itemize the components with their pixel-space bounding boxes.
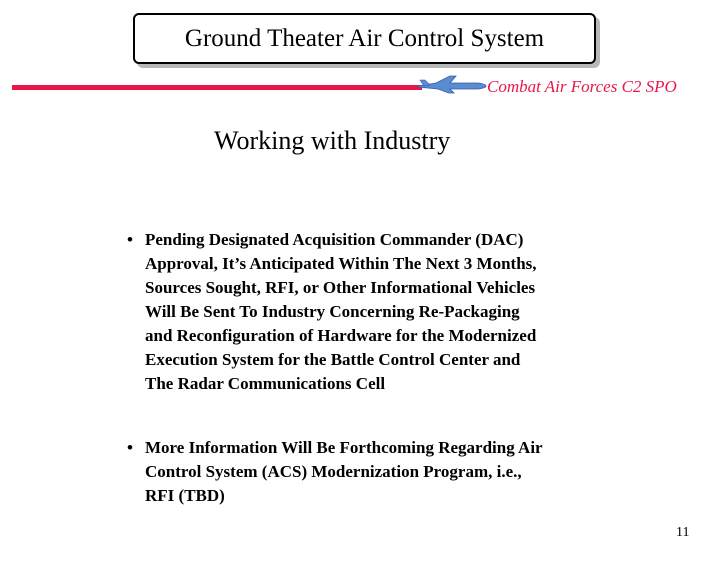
organization-label: Combat Air Forces C2 SPO — [487, 77, 677, 96]
slide-heading: Working with Industry — [214, 126, 451, 155]
bullet-item — [127, 436, 647, 508]
bullet-item — [127, 228, 647, 396]
header-title: Ground Theater Air Control System — [184, 24, 545, 52]
bullet-text: More Information Will Be Forthcoming Regarding Air Control System (ACS) Modernization Program, i.e., RFI (TBD) — [145, 438, 543, 505]
page-number: 11 — [676, 525, 690, 540]
jet-aircraft-icon — [416, 74, 488, 94]
bullet-dot-icon: • — [127, 438, 133, 457]
header-divider-line — [12, 85, 422, 90]
bullet-text: Pending Designated Acquisition Commander (DAC) Approval, It’s Anticipated Within The Next 3 Months, Sources Sought, RFI, or Other Informational Vehicles Will Be Sent To Industry Concerning Re-Packaging and Reconfiguration of Hardware for the Modernized Execution System for the Battle Control Center and The Radar Communications Cell — [145, 230, 537, 393]
bullet-dot-icon: • — [127, 230, 133, 249]
header-title-box — [133, 13, 596, 64]
